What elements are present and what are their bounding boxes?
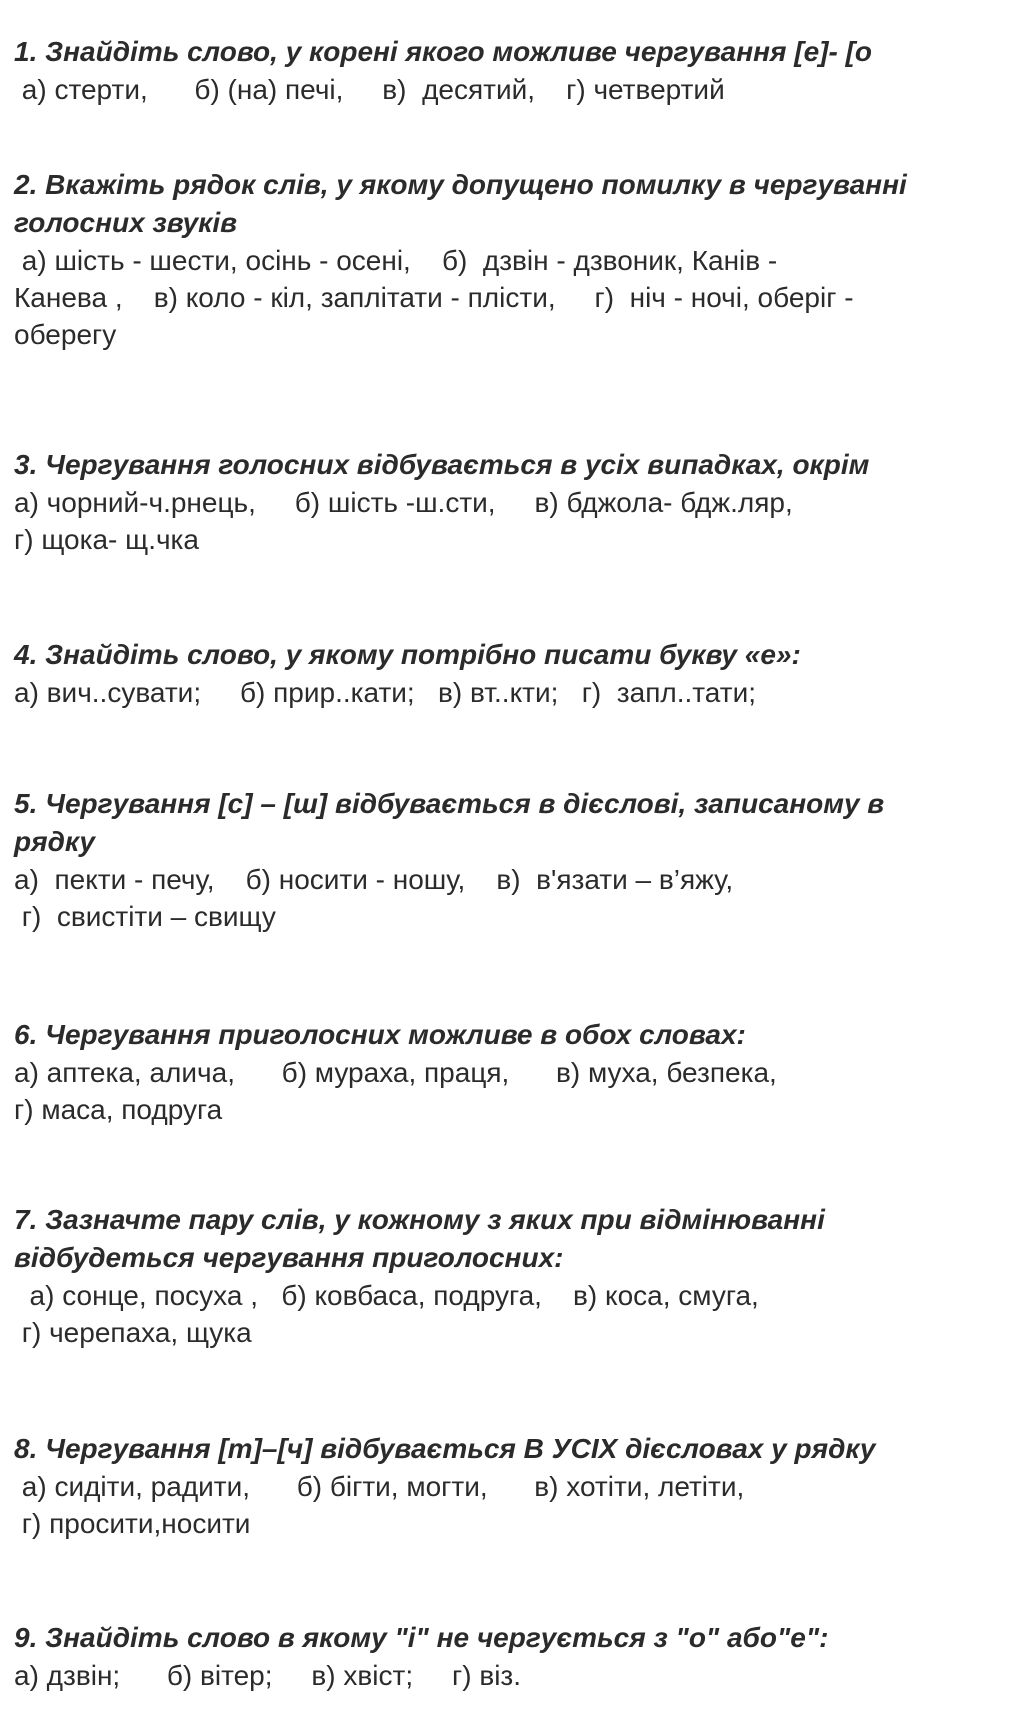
question-1 [14, 33, 1019, 108]
question-2-title-line-1: 2. Вкажіть рядок слів, у якому допущено помилку в чергуванні [14, 169, 907, 200]
question-1-title: 1. Знайдіть слово, у корені якого можливе чергування [е]- [о [14, 36, 873, 67]
question-2-title-line-2: голосних звуків [14, 207, 238, 238]
question-9-options: а) дзвін; б) вітер; в) хвіст; г) віз. [14, 1660, 522, 1691]
question-5-title-line-2: рядку [14, 826, 96, 857]
question-6-title: 6. Чергування приголосних можливе в обох словах: [14, 1019, 746, 1050]
question-6-options-line-1: а) аптека, алича, б) мураха, праця, в) муха, безпека, [14, 1057, 777, 1088]
question-1-options: а) стерти, б) (на) печі, в) десятий, г) четвертий [14, 74, 725, 105]
question-7-title-line-1: 7. Зазначте пару слів, у кожному з яких при відмінюванні [14, 1204, 825, 1235]
question-2 [14, 166, 1019, 353]
question-7-title-line-2: відбудеться чергування приголосних: [14, 1242, 564, 1273]
question-8 [14, 1430, 1019, 1542]
question-5-options-line-1: а) пекти - печу, б) носити - ношу, в) в'язати – в’яжу, [14, 864, 734, 895]
question-6-options-line-2: г) маса, подруга [14, 1094, 223, 1125]
question-7-options-line-1: а) сонце, посуха , б) ковбаса, подруга, в) коса, смуга, [14, 1280, 759, 1311]
question-2-options-line-2: Канева , в) коло - кіл, заплітати - плісти, г) ніч - ночі, оберіг - [14, 282, 854, 313]
question-5-title-line-1: 5. Чергування [с] – [ш] відбувається в дієслові, записаному в [14, 788, 885, 819]
question-8-options-line-1: а) сидіти, радити, б) бігти, могти, в) хотіти, летіти, [14, 1471, 745, 1502]
question-8-title: 8. Чергування [т]–[ч] відбувається В УСІХ дієсловах у рядку [14, 1433, 876, 1464]
question-9-title: 9. Знайдіть слово в якому "і" не чергується з "о" або"е": [14, 1622, 829, 1653]
question-9 [14, 1619, 1019, 1694]
question-3-options-line-1: а) чорний-ч.рнець, б) шість -ш.сти, в) бджола- бдж.ляр, [14, 487, 793, 518]
question-3-options-line-2: г) щока- щ.чка [14, 524, 199, 555]
question-5-options-line-2: г) свистіти – свищу [14, 901, 276, 932]
question-2-options-line-1: а) шість - шести, осінь - осені, б) дзвін - дзвоник, Канів - [14, 245, 778, 276]
question-3-title: 3. Чергування голосних відбувається в усіх випадках, окрім [14, 449, 870, 480]
question-2-options-line-3: оберегу [14, 319, 117, 350]
question-5 [14, 785, 1019, 935]
question-4-title: 4. Знайдіть слово, у якому потрібно писати букву «е»: [14, 639, 801, 670]
question-7 [14, 1201, 1019, 1351]
question-8-options-line-2: г) просити,носити [14, 1508, 251, 1539]
question-4-options: а) вич..сувати; б) прир..кати; в) вт..кти; г) запл..тати; [14, 677, 756, 708]
question-3 [14, 446, 1019, 558]
question-7-options-line-2: г) черепаха, щука [14, 1317, 252, 1348]
question-4 [14, 636, 1019, 711]
question-6 [14, 1016, 1019, 1128]
